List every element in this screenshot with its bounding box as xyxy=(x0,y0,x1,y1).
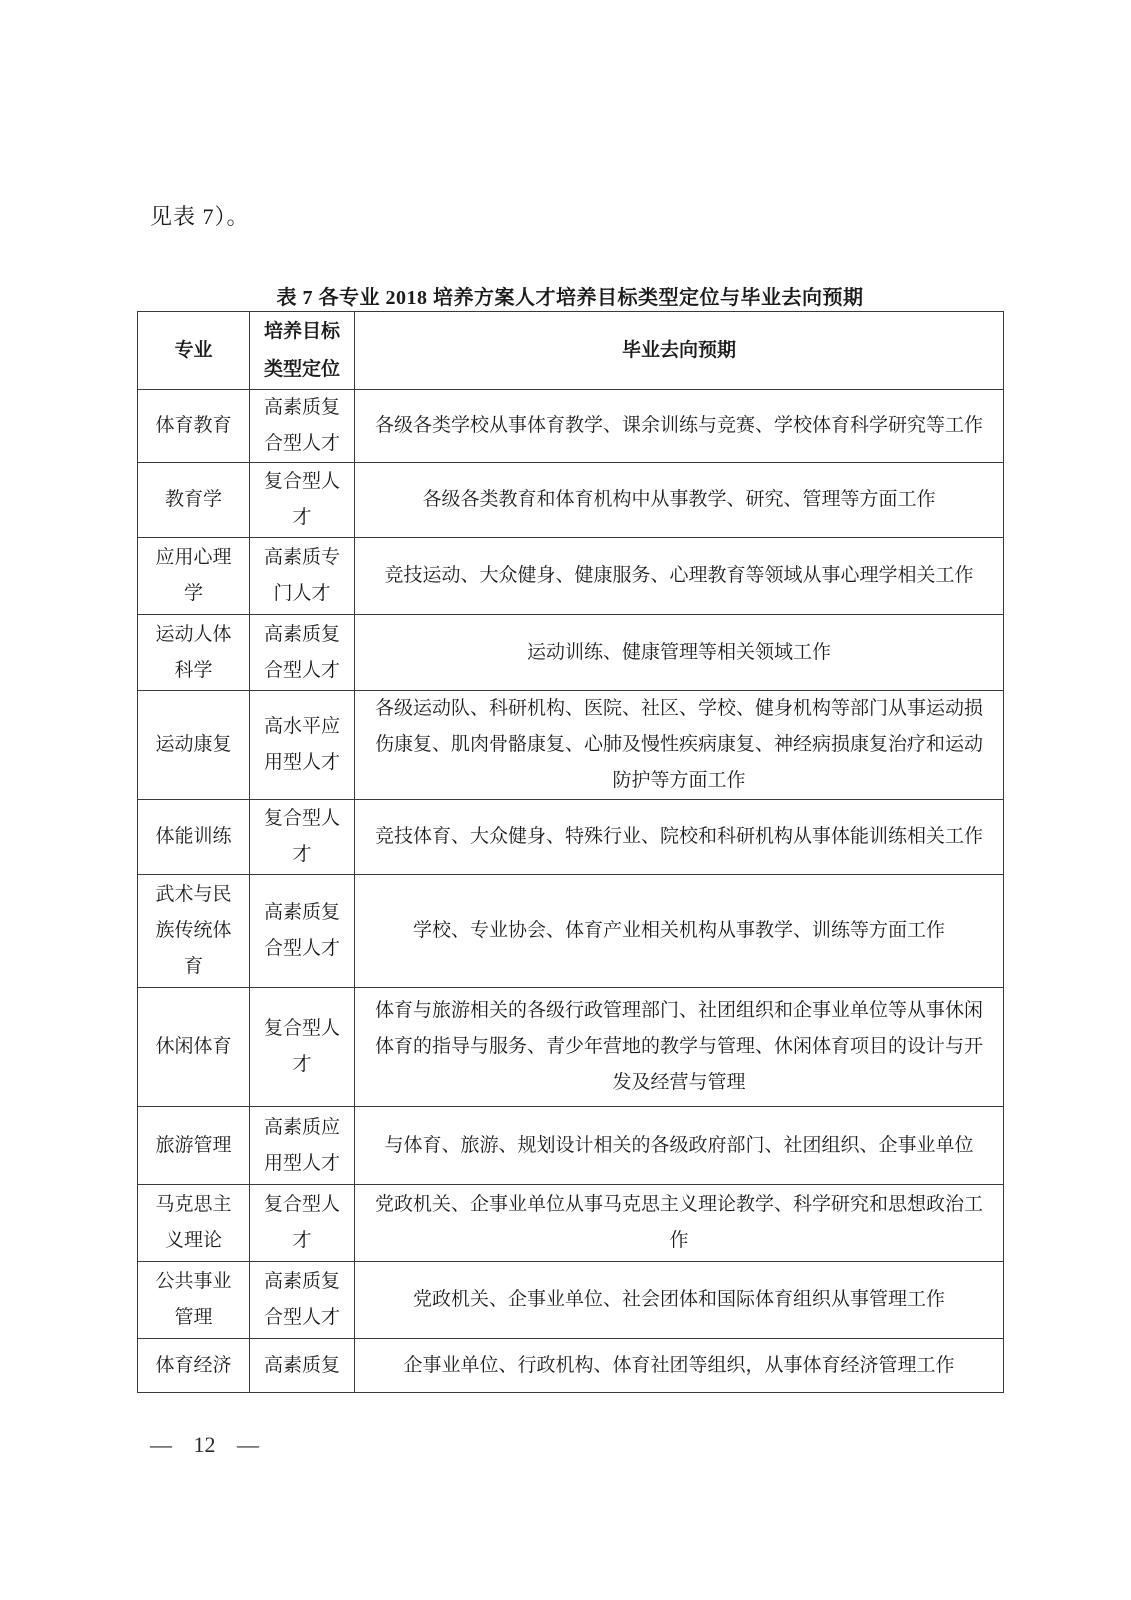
prospect-cell: 体育与旅游相关的各级行政管理部门、社团组织和企事业单位等从事休闲体育的指导与服务、青少年营地的教学与管理、休闲体育项目的设计与开发及经营与管理 xyxy=(355,988,1004,1107)
type-cell: 高素质复合型人才 xyxy=(250,1262,355,1339)
table-row xyxy=(138,800,1004,875)
type-cell: 复合型人才 xyxy=(250,988,355,1107)
majors-table xyxy=(137,311,1004,1393)
major-cell: 应用心理学 xyxy=(138,538,250,615)
table-row xyxy=(138,988,1004,1107)
major-cell: 体育经济 xyxy=(138,1339,250,1393)
major-cell: 武术与民族传统体育 xyxy=(138,875,250,988)
type-cell: 高素质专门人才 xyxy=(250,538,355,615)
prospect-cell: 各级各类学校从事体育教学、课余训练与竞赛、学校体育科学研究等工作 xyxy=(355,390,1004,463)
type-cell: 高素质复合型人才 xyxy=(250,615,355,691)
major-cell: 休闲体育 xyxy=(138,988,250,1107)
table-row xyxy=(138,390,1004,463)
type-cell: 高素质复合型人才 xyxy=(250,390,355,463)
table-row xyxy=(138,463,1004,538)
prospect-cell: 竞技体育、大众健身、特殊行业、院校和科研机构从事体能训练相关工作 xyxy=(355,800,1004,875)
intro-paragraph: 见表 7）。 xyxy=(150,204,250,229)
table-row xyxy=(138,875,1004,988)
type-cell: 复合型人才 xyxy=(250,463,355,538)
prospect-cell: 党政机关、企事业单位从事马克思主义理论教学、科学研究和思想政治工作 xyxy=(355,1185,1004,1262)
type-cell: 高素质复合型人才 xyxy=(250,875,355,988)
table-row xyxy=(138,615,1004,691)
major-cell: 运动人体科学 xyxy=(138,615,250,691)
major-cell: 旅游管理 xyxy=(138,1107,250,1185)
prospect-cell: 企事业单位、行政机构、体育社团等组织，从事体育经济管理工作 xyxy=(355,1339,1004,1393)
major-cell: 教育学 xyxy=(138,463,250,538)
major-cell: 马克思主义理论 xyxy=(138,1185,250,1262)
header-cell-major: 专业 xyxy=(138,312,250,390)
table-row xyxy=(138,1262,1004,1339)
prospect-cell: 学校、专业协会、体育产业相关机构从事教学、训练等方面工作 xyxy=(355,875,1004,988)
type-cell: 高素质应用型人才 xyxy=(250,1107,355,1185)
type-cell: 复合型人才 xyxy=(250,800,355,875)
major-cell: 运动康复 xyxy=(138,691,250,800)
header-cell-prospect: 毕业去向预期 xyxy=(355,312,1004,390)
prospect-cell: 竞技运动、大众健身、健康服务、心理教育等领域从事心理学相关工作 xyxy=(355,538,1004,615)
type-cell: 复合型人才 xyxy=(250,1185,355,1262)
type-cell: 高水平应用型人才 xyxy=(250,691,355,800)
table-row xyxy=(138,691,1004,800)
prospect-cell: 运动训练、健康管理等相关领域工作 xyxy=(355,615,1004,691)
table-row xyxy=(138,1185,1004,1262)
prospect-cell: 党政机关、企事业单位、社会团体和国际体育组织从事管理工作 xyxy=(355,1262,1004,1339)
table-title: 表 7 各专业 2018 培养方案人才培养目标类型定位与毕业去向预期 xyxy=(276,287,864,309)
major-cell: 体育教育 xyxy=(138,390,250,463)
table-row xyxy=(138,538,1004,615)
table-row xyxy=(138,1339,1004,1393)
major-cell: 体能训练 xyxy=(138,800,250,875)
table-row xyxy=(138,1107,1004,1185)
prospect-cell: 各级各类教育和体育机构中从事教学、研究、管理等方面工作 xyxy=(355,463,1004,538)
header-row xyxy=(138,312,1004,390)
type-cell: 高素质复 xyxy=(250,1339,355,1393)
page-number: — 12 — xyxy=(150,1432,259,1457)
header-cell-type: 培养目标类型定位 xyxy=(250,312,355,390)
prospect-cell: 各级运动队、科研机构、医院、社区、学校、健身机构等部门从事运动损伤康复、肌肉骨骼康复、心肺及慢性疾病康复、神经病损康复治疗和运动防护等方面工作 xyxy=(355,691,1004,800)
major-cell: 公共事业管理 xyxy=(138,1262,250,1339)
prospect-cell: 与体育、旅游、规划设计相关的各级政府部门、社团组织、企事业单位 xyxy=(355,1107,1004,1185)
